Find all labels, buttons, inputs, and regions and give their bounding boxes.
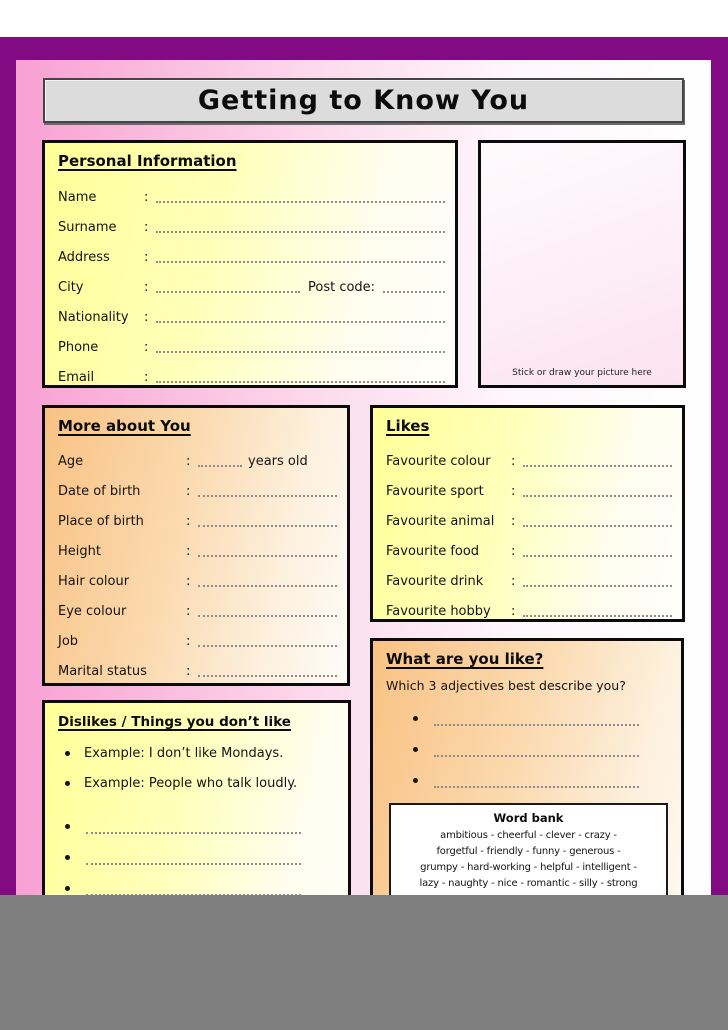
bullet-dot bbox=[413, 778, 418, 783]
write-line bbox=[523, 545, 672, 557]
field-row-email bbox=[58, 357, 447, 387]
field-colon: : bbox=[511, 604, 516, 619]
bullet-dot bbox=[413, 716, 418, 721]
field-row-favourite-drink bbox=[386, 561, 674, 591]
section-more-about-you bbox=[42, 405, 350, 686]
personal-information-heading: Personal Information bbox=[58, 152, 237, 170]
write-line bbox=[434, 714, 639, 726]
write-line bbox=[198, 545, 337, 557]
write-line bbox=[156, 341, 445, 353]
page-title: Getting to Know You bbox=[197, 85, 530, 116]
field-label: Eye colour bbox=[58, 604, 127, 619]
field-row-date-of-birth bbox=[58, 471, 339, 501]
field-row-job bbox=[58, 621, 339, 651]
field-row-height bbox=[58, 531, 339, 561]
bullet-dot bbox=[65, 855, 70, 860]
field-colon: : bbox=[511, 454, 516, 469]
what-are-you-like-heading: What are you like? bbox=[386, 650, 544, 668]
field-colon: : bbox=[186, 454, 191, 469]
word-bank-title: Word bank bbox=[493, 811, 564, 825]
top-margin bbox=[0, 0, 728, 37]
field-row-favourite-animal bbox=[386, 501, 674, 531]
field-colon: : bbox=[144, 280, 149, 295]
field-label: Favourite animal bbox=[386, 514, 495, 529]
field-colon: : bbox=[511, 544, 516, 559]
field-row-favourite-hobby bbox=[386, 591, 674, 621]
field-colon: : bbox=[144, 220, 149, 235]
field-label: Favourite colour bbox=[386, 454, 491, 469]
write-line bbox=[156, 221, 445, 233]
write-line bbox=[198, 515, 337, 527]
field-label: Marital status bbox=[58, 664, 147, 679]
field-row-favourite-sport bbox=[386, 471, 674, 501]
blank-adjective-row bbox=[406, 699, 673, 730]
bullet-dot bbox=[65, 751, 70, 756]
write-line bbox=[523, 515, 672, 527]
field-row-address bbox=[58, 237, 447, 267]
write-line bbox=[523, 575, 672, 587]
title-bar bbox=[43, 78, 684, 123]
write-line bbox=[383, 281, 445, 293]
field-colon: : bbox=[186, 604, 191, 619]
write-line bbox=[86, 822, 301, 834]
post-code-label: Post code: bbox=[308, 280, 376, 295]
write-line bbox=[156, 371, 445, 383]
field-row-favourite-food bbox=[386, 531, 674, 561]
more-about-you-heading: More about You bbox=[58, 417, 191, 435]
field-label: Nationality bbox=[58, 310, 129, 325]
age-suffix: years old bbox=[248, 454, 308, 469]
bullet-dot bbox=[413, 747, 418, 752]
write-line bbox=[156, 251, 445, 263]
write-line bbox=[156, 191, 445, 203]
field-label: City bbox=[58, 280, 84, 295]
bottom-gray-overlay bbox=[0, 895, 728, 1030]
field-colon: : bbox=[144, 370, 149, 385]
field-colon: : bbox=[144, 340, 149, 355]
field-colon: : bbox=[186, 664, 191, 679]
field-colon: : bbox=[186, 544, 191, 559]
field-row-favourite-colour bbox=[386, 441, 674, 471]
write-line bbox=[523, 455, 672, 467]
field-row-hair-colour bbox=[58, 561, 339, 591]
adjectives-question: Which 3 adjectives best describe you? bbox=[386, 678, 626, 693]
write-line bbox=[198, 605, 337, 617]
field-colon: : bbox=[186, 634, 191, 649]
field-label: Age bbox=[58, 454, 84, 469]
field-row-eye-colour bbox=[58, 591, 339, 621]
field-label: Favourite sport bbox=[386, 484, 484, 499]
field-label: Date of birth bbox=[58, 484, 141, 499]
word-bank-line: lazy - naughty - nice - romantic - silly - strong bbox=[419, 878, 638, 889]
field-label: Favourite food bbox=[386, 544, 480, 559]
worksheet-page bbox=[16, 60, 711, 1030]
field-label: Place of birth bbox=[58, 514, 144, 529]
field-row-age bbox=[58, 441, 339, 471]
likes-heading: Likes bbox=[386, 417, 430, 435]
dislike-example-text: Example: People who talk loudly. bbox=[84, 775, 298, 791]
field-label: Phone bbox=[58, 340, 99, 355]
blank-adjective-row bbox=[406, 761, 673, 792]
section-personal-information bbox=[42, 140, 458, 388]
picture-box bbox=[478, 140, 686, 388]
word-bank-line: forgetful - friendly - funny - generous - bbox=[436, 846, 621, 857]
word-bank-line: ambitious - cheerful - clever - crazy - bbox=[440, 830, 617, 841]
field-colon: : bbox=[186, 484, 191, 499]
bullet-dot bbox=[65, 781, 70, 786]
field-row-surname bbox=[58, 207, 447, 237]
dislike-example-text: Example: I don’t like Mondays. bbox=[84, 745, 284, 761]
field-colon: : bbox=[511, 484, 516, 499]
write-line bbox=[198, 635, 337, 647]
field-label: Address bbox=[58, 250, 110, 265]
bullet-dot bbox=[65, 886, 70, 891]
write-line bbox=[523, 485, 672, 497]
field-label: Surname bbox=[58, 220, 117, 235]
field-label: Email bbox=[58, 370, 95, 385]
field-colon: : bbox=[144, 190, 149, 205]
section-likes bbox=[370, 405, 685, 622]
write-line bbox=[523, 605, 672, 617]
write-line bbox=[198, 665, 337, 677]
field-row-place-of-birth bbox=[58, 501, 339, 531]
bullet-dot bbox=[65, 824, 70, 829]
blank-dislike-row bbox=[58, 807, 340, 838]
field-colon: : bbox=[511, 514, 516, 529]
dislike-example-row bbox=[58, 738, 340, 768]
blank-dislike-row bbox=[58, 838, 340, 869]
field-colon: : bbox=[186, 574, 191, 589]
field-label: Hair colour bbox=[58, 574, 130, 589]
write-line bbox=[434, 776, 639, 788]
field-colon: : bbox=[511, 574, 516, 589]
write-line bbox=[434, 745, 639, 757]
write-line bbox=[198, 455, 242, 467]
dislikes-heading: Dislikes / Things you don’t like bbox=[58, 714, 291, 730]
field-label: Favourite hobby bbox=[386, 604, 491, 619]
field-label: Height bbox=[58, 544, 101, 559]
field-row-phone bbox=[58, 327, 447, 357]
field-colon: : bbox=[144, 250, 149, 265]
blank-adjective-row bbox=[406, 730, 673, 761]
field-row-marital-status bbox=[58, 651, 339, 681]
purple-frame bbox=[0, 37, 728, 1030]
write-line bbox=[198, 575, 337, 587]
word-bank-line: grumpy - hard-working - helpful - intelligent - bbox=[420, 862, 637, 873]
field-label: Name bbox=[58, 190, 97, 205]
write-line bbox=[156, 281, 300, 293]
field-colon: : bbox=[144, 310, 149, 325]
picture-caption: Stick or draw your picture here bbox=[512, 368, 652, 378]
field-colon: : bbox=[186, 514, 191, 529]
dislike-example-row bbox=[58, 768, 340, 798]
write-line bbox=[86, 853, 301, 865]
field-label: Job bbox=[58, 634, 79, 649]
write-line bbox=[156, 311, 445, 323]
field-label: Favourite drink bbox=[386, 574, 484, 589]
field-row-city bbox=[58, 267, 447, 297]
field-row-nationality bbox=[58, 297, 447, 327]
write-line bbox=[198, 485, 337, 497]
field-row-name bbox=[58, 177, 447, 207]
